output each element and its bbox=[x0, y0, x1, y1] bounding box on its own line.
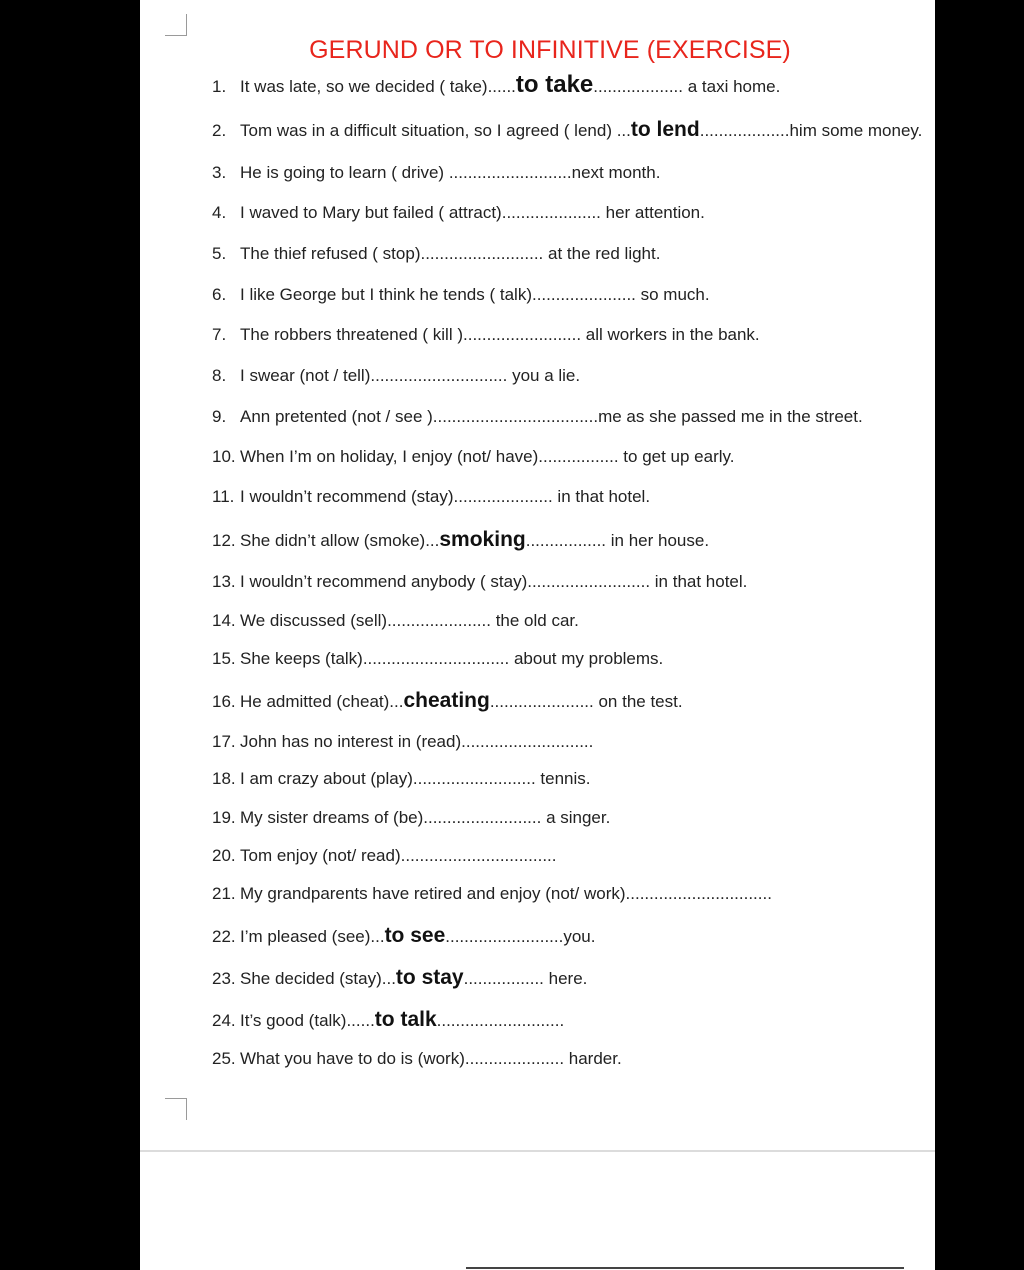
item-text-after: ................. here. bbox=[463, 969, 588, 988]
item-number: 11. bbox=[212, 487, 235, 506]
item-text: Tom enjoy (not/ read)................................. bbox=[240, 846, 557, 865]
item-number: 10. bbox=[212, 447, 236, 466]
item-number: 14. bbox=[212, 611, 236, 630]
item-text: He admitted (cheat)... bbox=[240, 692, 404, 711]
exercise-item bbox=[212, 611, 952, 631]
exercise-item bbox=[212, 691, 952, 712]
handwritten-answer: to lend bbox=[630, 118, 700, 141]
item-text-after: ...................him some money. bbox=[699, 121, 923, 140]
item-number: 20. bbox=[212, 846, 236, 865]
handwritten-answer: to talk bbox=[374, 1008, 437, 1031]
exercise-item bbox=[212, 71, 952, 98]
item-text: It’s good (talk)...... bbox=[240, 1011, 375, 1030]
item-number: 3. bbox=[212, 163, 227, 182]
exercise-item bbox=[212, 120, 952, 141]
top-margin-corner-mark bbox=[165, 14, 187, 36]
exercise-item bbox=[212, 926, 952, 947]
page-title: GERUND OR TO INFINITIVE (EXERCISE) bbox=[309, 36, 791, 64]
exercise-item bbox=[212, 366, 952, 386]
item-number: 13. bbox=[212, 572, 236, 591]
item-text: The thief refused ( stop).......................... at the red light. bbox=[240, 244, 661, 263]
exercise-item bbox=[212, 447, 952, 467]
item-number: 15. bbox=[212, 649, 236, 668]
item-text: We discussed (sell)...................... the old car. bbox=[240, 611, 579, 630]
item-text: John has no interest in (read)............................ bbox=[240, 732, 594, 751]
item-text: When I’m on holiday, I enjoy (not/ have)................. to get up early. bbox=[240, 447, 735, 466]
handwritten-answer: to stay bbox=[395, 966, 464, 989]
exercise-item bbox=[212, 407, 952, 427]
item-number: 18. bbox=[212, 769, 236, 788]
exercise-item bbox=[212, 244, 952, 264]
item-number: 22. bbox=[212, 927, 236, 946]
item-text-after: .........................you. bbox=[445, 927, 596, 946]
bottom-margin-corner-mark bbox=[165, 1098, 187, 1120]
item-text: I waved to Mary but failed ( attract)..................... her attention. bbox=[240, 203, 705, 222]
exercise-item bbox=[212, 968, 952, 989]
exercise-item bbox=[212, 572, 952, 592]
item-number: 12. bbox=[212, 531, 236, 550]
item-text-after: ................. in her house. bbox=[525, 531, 710, 550]
exercise-item bbox=[212, 285, 952, 305]
exercise-item bbox=[212, 732, 952, 752]
item-text: I swear (not / tell)............................. you a lie. bbox=[240, 366, 581, 385]
handwritten-answer: cheating bbox=[403, 689, 490, 712]
item-number: 1. bbox=[212, 77, 227, 96]
item-text: What you have to do is (work)..................... harder. bbox=[240, 1049, 622, 1068]
handwritten-answer: to take bbox=[515, 71, 594, 98]
exercise-item bbox=[212, 163, 952, 183]
item-text-after: ........................... bbox=[436, 1011, 565, 1030]
item-number: 16. bbox=[212, 692, 236, 711]
item-text: He is going to learn ( drive) ..........................next month. bbox=[240, 163, 661, 182]
item-text-after: ...................... on the test. bbox=[489, 692, 683, 711]
item-text: My sister dreams of (be)......................... a singer. bbox=[240, 808, 611, 827]
exercise-item bbox=[212, 846, 952, 866]
item-number: 21. bbox=[212, 884, 236, 903]
item-text: Ann pretented (not / see )...................................me as she passed me in the street. bbox=[240, 407, 863, 426]
item-number: 25. bbox=[212, 1049, 236, 1068]
item-text: Tom was in a difficult situation, so I agreed ( lend) ... bbox=[240, 121, 631, 140]
item-number: 23. bbox=[212, 969, 236, 988]
item-text: The robbers threatened ( kill )......................... all workers in the bank. bbox=[240, 325, 760, 344]
exercise-item bbox=[212, 1049, 952, 1069]
bottom-rule-line bbox=[466, 1267, 904, 1269]
page-break-divider bbox=[140, 1150, 935, 1152]
handwritten-answer: to see bbox=[384, 924, 446, 947]
item-text: I wouldn’t recommend anybody ( stay).......................... in that hotel. bbox=[240, 572, 748, 591]
item-text: She keeps (talk)............................... about my problems. bbox=[240, 649, 664, 668]
item-text: I’m pleased (see)... bbox=[240, 927, 385, 946]
exercise-item bbox=[212, 769, 952, 789]
exercise-item bbox=[212, 530, 952, 551]
item-number: 24. bbox=[212, 1011, 236, 1030]
item-text: It was late, so we decided ( take)...... bbox=[240, 77, 516, 96]
item-number: 8. bbox=[212, 366, 227, 385]
item-text: I wouldn’t recommend (stay)..................... in that hotel. bbox=[240, 487, 651, 506]
document-page bbox=[140, 0, 935, 1270]
item-text-after: ................... a taxi home. bbox=[593, 77, 781, 96]
exercise-item bbox=[212, 808, 952, 828]
item-number: 19. bbox=[212, 808, 236, 827]
item-number: 7. bbox=[212, 325, 227, 344]
exercise-item bbox=[212, 203, 952, 223]
item-number: 5. bbox=[212, 244, 227, 263]
exercise-item bbox=[212, 487, 952, 507]
item-text: She decided (stay)... bbox=[240, 969, 396, 988]
item-text: She didn’t allow (smoke)... bbox=[240, 531, 440, 550]
item-text: I am crazy about (play).......................... tennis. bbox=[240, 769, 591, 788]
item-text: My grandparents have retired and enjoy (not/ work)............................... bbox=[240, 884, 772, 903]
item-number: 17. bbox=[212, 732, 236, 751]
item-number: 2. bbox=[212, 121, 227, 140]
exercise-item bbox=[212, 1010, 952, 1031]
exercise-item bbox=[212, 649, 952, 669]
item-number: 6. bbox=[212, 285, 227, 304]
item-number: 9. bbox=[212, 407, 227, 426]
exercise-item bbox=[212, 325, 952, 345]
exercise-item bbox=[212, 884, 952, 904]
item-number: 4. bbox=[212, 203, 227, 222]
item-text: I like George but I think he tends ( talk)...................... so much. bbox=[240, 285, 710, 304]
handwritten-answer: smoking bbox=[439, 528, 526, 551]
